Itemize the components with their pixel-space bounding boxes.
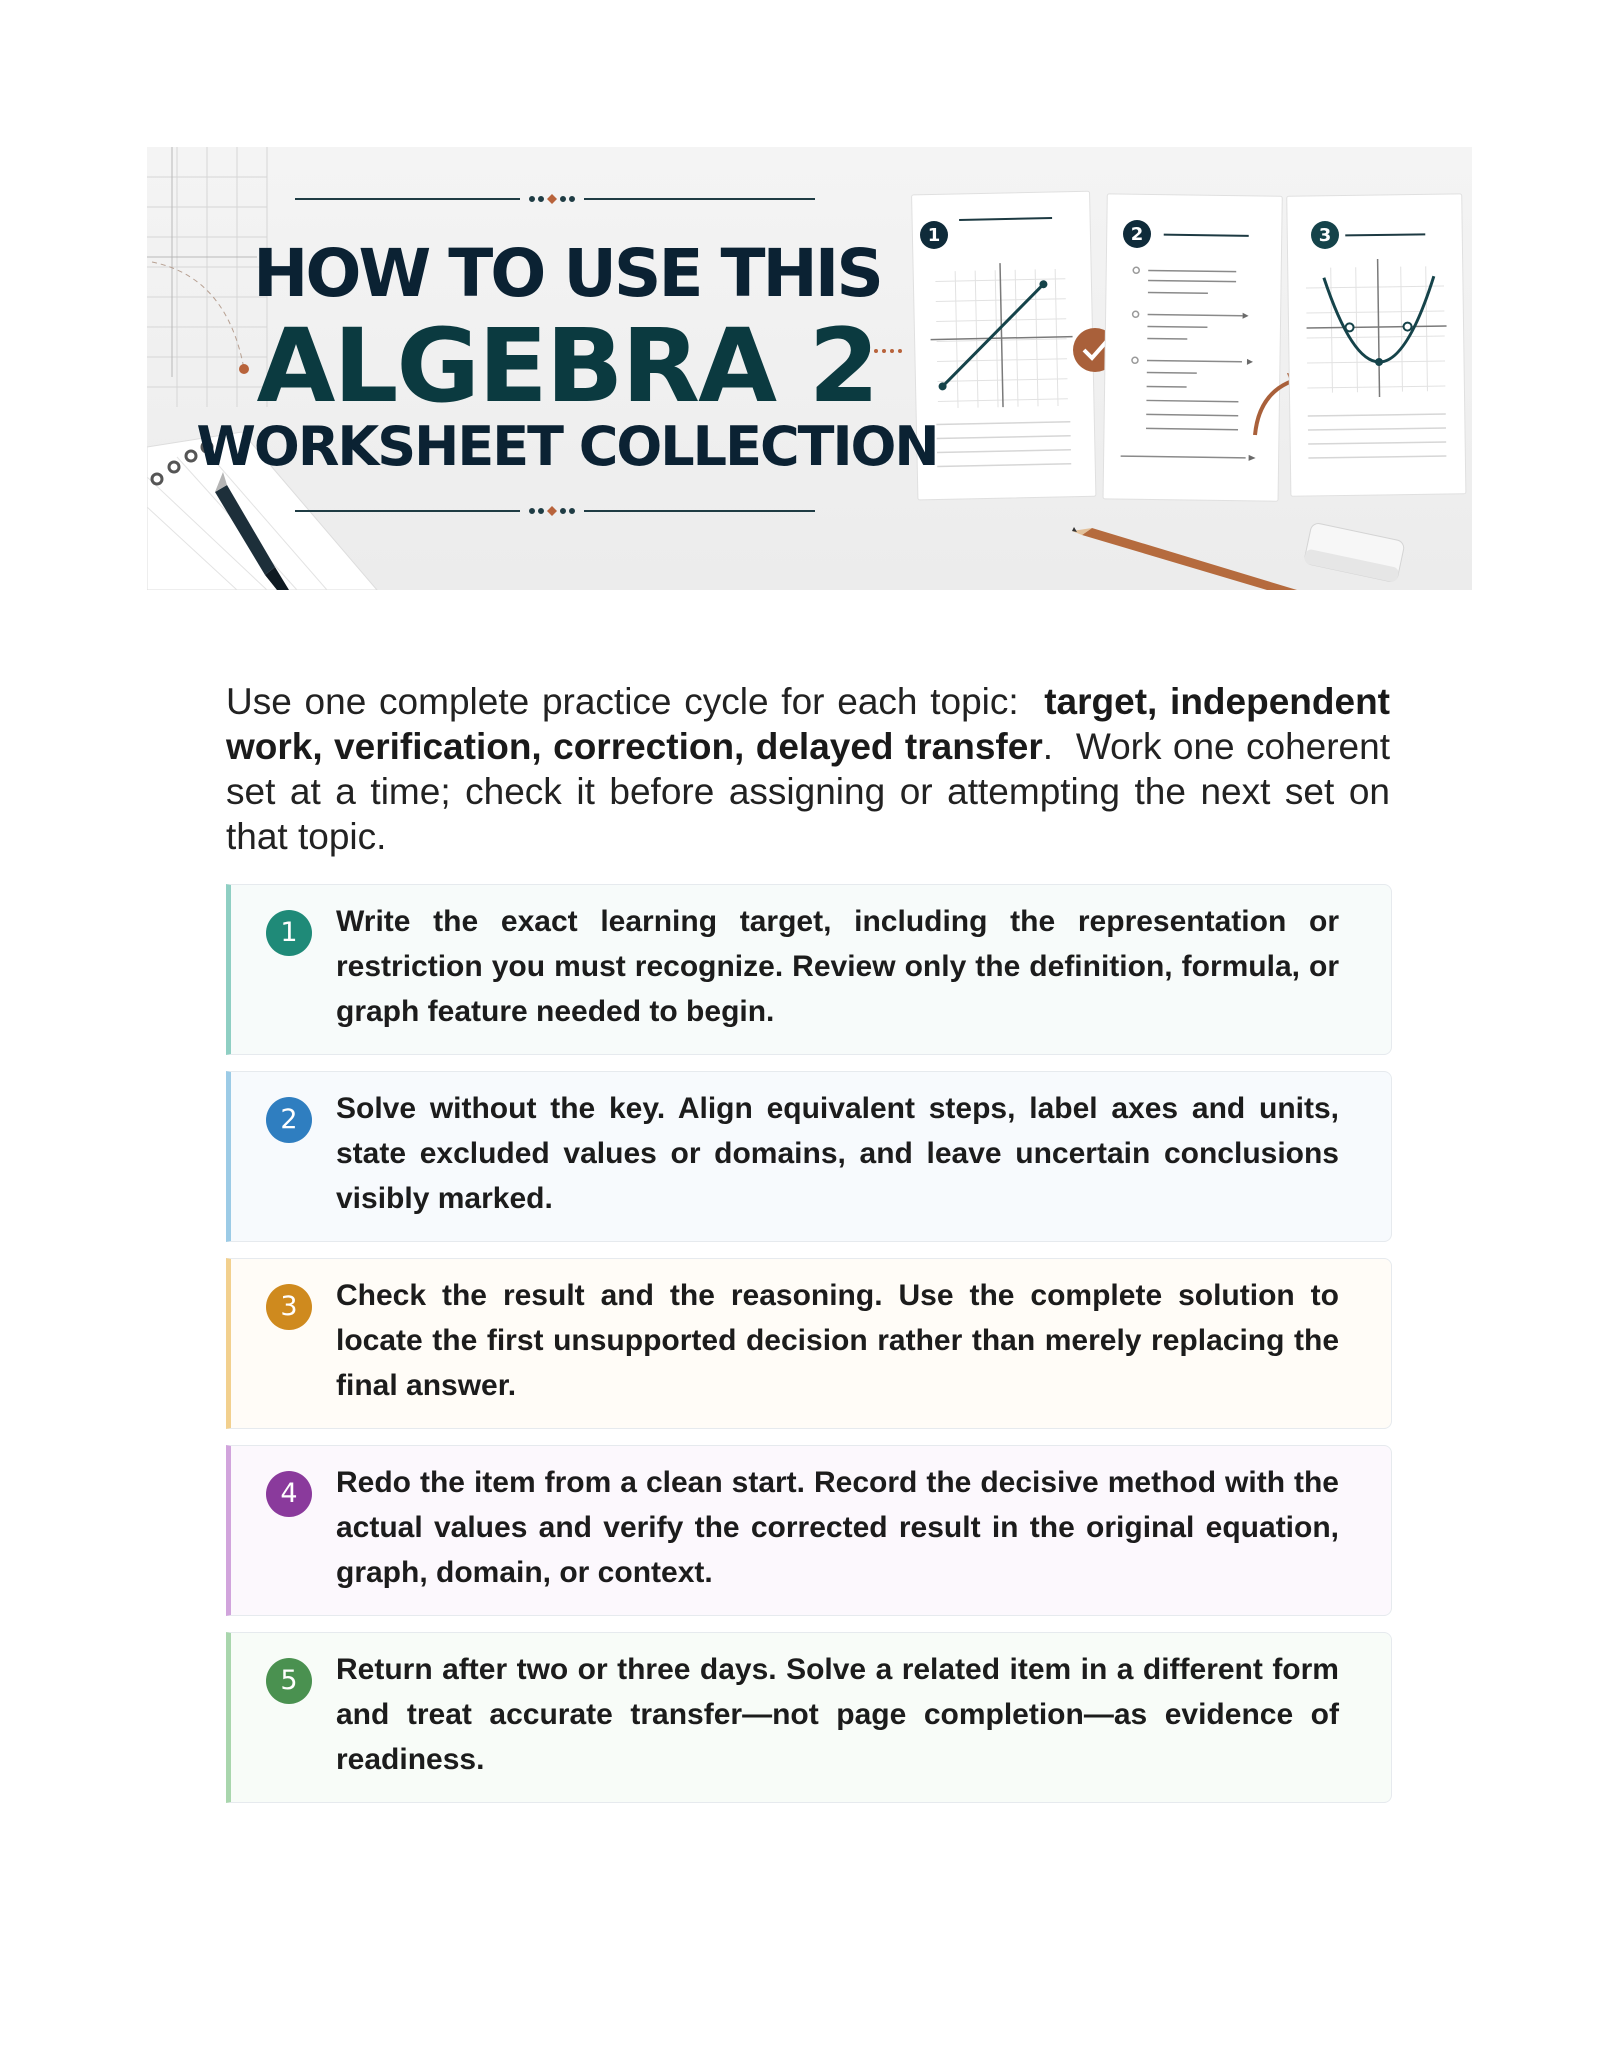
step-card-3 xyxy=(226,1258,1392,1429)
step-card-5 xyxy=(226,1632,1392,1803)
header-banner xyxy=(147,147,1472,590)
step-text: Solve without the key. Align equivalent steps, label axes and units, state excluded values or domains, and leave uncertain conclusions visibly marked. xyxy=(336,1092,1339,1215)
step-number-badge: 2 xyxy=(266,1097,312,1143)
pencil-icon xyxy=(1072,527,1297,590)
banner-title-line-2: ALGEBRA 2 xyxy=(256,307,878,426)
banner-title-line-3: WORKSHEET COLLECTION xyxy=(196,415,938,478)
step-text: Write the exact learning target, including the representation or restriction you must recognize. Review only the definition, formula, or graph feature needed to begin. xyxy=(336,905,1339,1028)
intro-lead: Use one complete practice cycle for each topic: xyxy=(226,681,1019,722)
step-card-4 xyxy=(226,1445,1392,1616)
title-divider-bottom xyxy=(295,506,815,516)
step-text: Redo the item from a clean start. Record the decisive method with the actual values and verify the corrected result in the original equation, graph, domain, or context. xyxy=(336,1466,1339,1589)
step-card-1 xyxy=(226,884,1392,1055)
intro-rest: Work one coherent set at a time; check it before assigning or attempting the next set on that topic. xyxy=(226,726,1390,857)
banner-title-line-1: HOW TO USE THIS xyxy=(253,235,881,312)
step-text: Check the result and the reasoning. Use the complete solution to locate the first unsupported decision rather than merely replacing the final answer. xyxy=(336,1279,1339,1402)
step-number-badge: 3 xyxy=(266,1284,312,1330)
step-card-2 xyxy=(226,1071,1392,1242)
step-number-badge: 1 xyxy=(266,910,312,956)
intro-period: . xyxy=(1042,726,1053,767)
practice-cycle-steps xyxy=(226,884,1392,1819)
worksheet-number-1: 1 xyxy=(927,225,941,246)
intro-paragraph xyxy=(226,679,1390,859)
worksheet-number-3: 3 xyxy=(1318,225,1332,246)
eraser-icon xyxy=(1304,522,1406,583)
step-number-badge: 4 xyxy=(266,1471,312,1517)
title-divider-top xyxy=(295,194,815,204)
worksheet-number-2: 2 xyxy=(1130,224,1144,245)
step-text: Return after two or three days. Solve a related item in a different form and treat accurate transfer—not page completion—as evidence of readiness. xyxy=(336,1653,1339,1776)
step-number-badge: 5 xyxy=(266,1658,312,1704)
intro-cycle-steps: target, independent work, verification, correction, delayed transfer xyxy=(226,681,1390,767)
